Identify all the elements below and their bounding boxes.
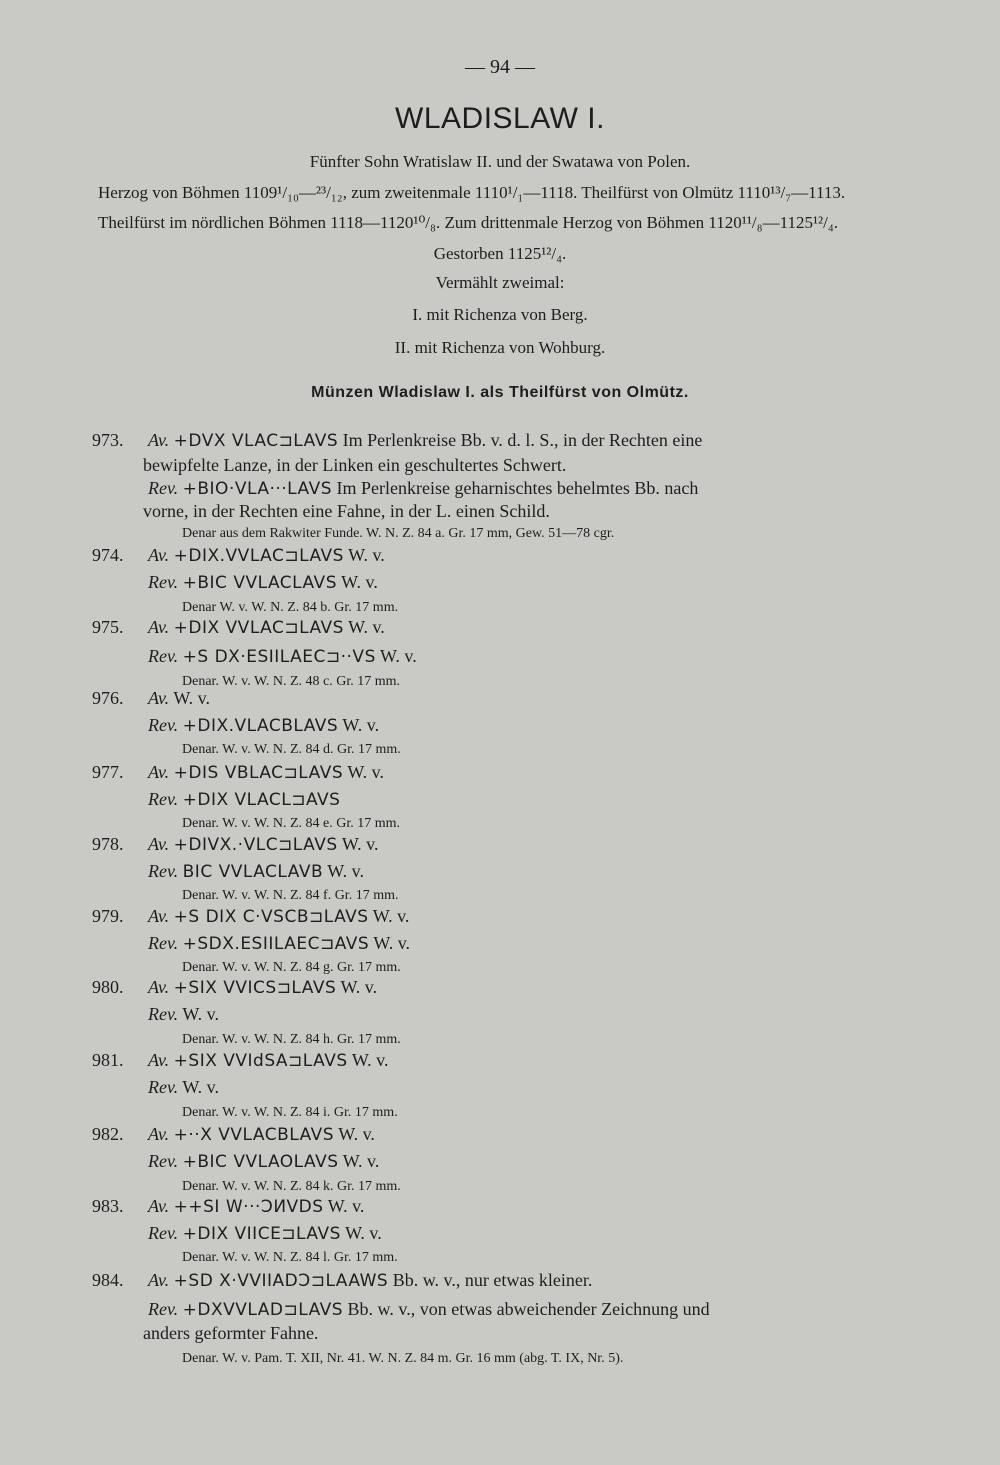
obverse-description: W. v. xyxy=(173,688,211,708)
reverse-description: Bb. w. v., von etwas abweichender Zeichnung und xyxy=(347,1299,710,1319)
reference-line xyxy=(182,887,398,904)
reverse-label: Rev. xyxy=(148,715,179,735)
obverse-description: W. v. xyxy=(348,617,385,637)
entry-number: 983. xyxy=(92,1196,124,1216)
reference-note: Denar. W. v. W. N. Z. 84 k. Gr. 17 mm. xyxy=(182,1179,401,1194)
intro-line-2: Herzog von Böhmen 1109¹/₁₀—²³/₁₂, zum zweitenmale 1110¹/₁—1118. Theilfürst von Olmütz 1110¹³/₇—1113. xyxy=(98,183,846,202)
reverse-line xyxy=(148,572,378,593)
obverse-legend: +S DIX C·VSCB⊐LAVS xyxy=(173,907,369,927)
obverse-legend: +SIX VVIdSA⊐LAVS xyxy=(173,1051,348,1071)
obverse-legend: +DIX VVLAC⊐LAVS xyxy=(173,618,344,638)
intro-line-6: I. mit Richenza von Berg. xyxy=(412,305,588,324)
reverse-line-cont xyxy=(143,1323,318,1344)
reference-note: Denar. W. v. W. N. Z. 84 h. Gr. 17 mm. xyxy=(182,1032,401,1047)
reference-note: Denar. W. v. W. N. Z. 84 e. Gr. 17 mm. xyxy=(182,816,401,831)
reverse-description: W. v. xyxy=(327,861,364,881)
reference-note: Denar. W. v. W. N. Z. 84 i. Gr. 17 mm. xyxy=(182,1105,398,1120)
obverse-description-cont: bewipfelte Lanze, in der Linken ein geschultertes Schwert. xyxy=(143,455,567,475)
reverse-line xyxy=(148,933,410,954)
obverse-legend: +DIX.VVLAC⊐LAVS xyxy=(173,546,344,566)
reference-note: Denar. W. v. W. N. Z. 84 d. Gr. 17 mm. xyxy=(182,742,401,757)
reverse-legend: +DIX.VLACBLAVS xyxy=(182,716,339,736)
entry-number: 982. xyxy=(92,1124,124,1144)
reverse-line xyxy=(148,1077,219,1098)
obverse-label: Av. xyxy=(148,1270,170,1290)
entry-number: 975. xyxy=(92,617,124,637)
reverse-label: Rev. xyxy=(148,933,179,953)
reverse-label: Rev. xyxy=(148,572,179,592)
reverse-legend: +BIC VVLAOLAVS xyxy=(182,1152,339,1172)
obverse-label: Av. xyxy=(148,688,170,708)
obverse-line xyxy=(148,977,377,998)
obverse-description: W. v. xyxy=(372,906,410,926)
reference-line xyxy=(182,959,401,976)
obverse-label: Av. xyxy=(148,977,170,997)
obverse-label: Av. xyxy=(148,545,170,565)
reverse-legend: BIC VVLACLAVB xyxy=(182,862,324,882)
intro-line-1: Fünfter Sohn Wratislaw II. und der Swatawa von Polen. xyxy=(309,152,691,171)
reference-note: Denar. W. v. W. N. Z. 84 l. Gr. 17 mm. xyxy=(182,1250,398,1265)
obverse-line xyxy=(148,1050,388,1071)
reverse-description: W. v. xyxy=(373,933,411,953)
obverse-label: Av. xyxy=(148,1050,170,1070)
reverse-legend: +S DX·ESIILAEC⊐··VS xyxy=(182,647,376,667)
obverse-description: W. v. xyxy=(347,762,384,782)
reference-note: Denar. W. v. W. N. Z. 84 f. Gr. 17 mm. xyxy=(182,888,399,903)
obverse-legend: +··X VVLACBLAVS xyxy=(173,1125,335,1145)
reverse-line xyxy=(148,861,364,882)
reverse-label: Rev. xyxy=(148,1223,179,1243)
entry-number: 977. xyxy=(92,762,124,782)
obverse-description: W. v. xyxy=(340,977,378,997)
intro-line-7: II. mit Richenza von Wohburg. xyxy=(394,338,606,357)
entry-number: 984. xyxy=(92,1270,124,1290)
page-title: WLADISLAW I. xyxy=(395,102,605,135)
reference-line xyxy=(182,1104,398,1121)
reverse-description-cont: anders geformter Fahne. xyxy=(143,1323,319,1343)
obverse-label: Av. xyxy=(148,1196,170,1216)
obverse-line xyxy=(148,430,702,451)
obverse-legend: +SD X·VVIIADƆ⊐LAAWS xyxy=(173,1271,389,1291)
reverse-description: W. v. xyxy=(342,1151,380,1171)
reverse-label: Rev. xyxy=(148,478,179,498)
entry-number: 976. xyxy=(92,688,124,708)
page-number: — 94 — xyxy=(465,56,535,78)
obverse-description: W. v. xyxy=(338,1124,375,1144)
reference-line xyxy=(182,1249,398,1266)
reverse-description: W. v. xyxy=(345,1223,382,1243)
obverse-legend: +DIVX.·VLC⊐LAVS xyxy=(173,835,338,855)
reference-note: Denar. W. v. Pam. T. XII, Nr. 41. W. N. Z. 84 m. Gr. 16 mm (abg. T. IX, Nr. 5). xyxy=(182,1351,624,1366)
reverse-line xyxy=(148,1004,219,1025)
reverse-description: W. v. xyxy=(182,1004,219,1024)
reference-note: Denar W. v. W. N. Z. 84 b. Gr. 17 mm. xyxy=(182,600,399,615)
obverse-description: W. v. xyxy=(351,1050,389,1070)
entry-number: 979. xyxy=(92,906,124,926)
entry-number: 980. xyxy=(92,977,124,997)
obverse-description: W. v. xyxy=(348,545,385,565)
obverse-description: Bb. w. v., nur etwas kleiner. xyxy=(392,1270,593,1290)
obverse-line xyxy=(148,1270,592,1291)
reverse-legend: +BIC VVLACLAVS xyxy=(182,573,337,593)
reverse-line xyxy=(148,1223,382,1244)
obverse-legend: +DVX VLAC⊐LAVS xyxy=(173,431,339,451)
obverse-line xyxy=(148,1196,364,1217)
obverse-legend: +DIS VBLAC⊐LAVS xyxy=(173,763,344,783)
reverse-label: Rev. xyxy=(148,789,179,809)
reference-line xyxy=(182,525,614,542)
reference-note: Denar. W. v. W. N. Z. 48 c. Gr. 17 mm. xyxy=(182,674,401,689)
obverse-description: Im Perlenkreise Bb. v. d. l. S., in der Rechten eine xyxy=(342,430,703,450)
obverse-label: Av. xyxy=(148,1124,170,1144)
reverse-description-cont: vorne, in der Rechten eine Fahne, in der L. einen Schild. xyxy=(143,501,550,521)
entry-number: 981. xyxy=(92,1050,124,1070)
reverse-line xyxy=(148,715,379,736)
reference-line xyxy=(182,673,400,690)
reverse-description: Im Perlenkreise geharnischtes behelmtes Bb. nach xyxy=(336,478,699,498)
reference-line xyxy=(182,599,398,616)
reverse-label: Rev. xyxy=(148,1151,179,1171)
reverse-label: Rev. xyxy=(148,1299,179,1319)
reverse-label: Rev. xyxy=(148,1004,179,1024)
reference-line xyxy=(182,1031,401,1048)
obverse-description: W. v. xyxy=(327,1196,365,1216)
reverse-description: W. v. xyxy=(182,1077,219,1097)
reverse-legend: +DIX VIICE⊐LAVS xyxy=(182,1224,341,1244)
obverse-legend: +SIX VVICS⊐LAVS xyxy=(173,978,337,998)
entry-number: 973. xyxy=(92,430,124,450)
reference-note: Denar aus dem Rakwiter Funde. W. N. Z. 84 a. Gr. 17 mm, Gew. 51—78 cgr. xyxy=(182,526,615,541)
reverse-description: W. v. xyxy=(341,572,378,592)
reverse-label: Rev. xyxy=(148,1077,179,1097)
reference-line xyxy=(182,1178,401,1195)
reverse-description: W. v. xyxy=(342,715,380,735)
reverse-line xyxy=(148,646,417,667)
obverse-label: Av. xyxy=(148,762,170,782)
obverse-line xyxy=(148,834,379,855)
obverse-description: W. v. xyxy=(341,834,379,854)
entry-number: 974. xyxy=(92,545,124,565)
obverse-line xyxy=(148,906,409,927)
reverse-line xyxy=(148,789,340,810)
obverse-line xyxy=(148,688,210,709)
obverse-label: Av. xyxy=(148,617,170,637)
reverse-label: Rev. xyxy=(148,646,179,666)
reverse-legend: +SDX.ESIILAEC⊐AVS xyxy=(182,934,370,954)
reverse-legend: +DIX VLACL⊐AVS xyxy=(182,790,341,810)
intro-line-4: Gestorben 1125¹²/₄. xyxy=(433,244,567,263)
reverse-line xyxy=(148,1151,379,1172)
reverse-line-cont xyxy=(143,501,550,522)
obverse-line xyxy=(148,545,385,566)
obverse-line xyxy=(148,762,384,783)
entry-number: 978. xyxy=(92,834,124,854)
obverse-line xyxy=(148,617,385,638)
obverse-line xyxy=(148,1124,375,1145)
obverse-label: Av. xyxy=(148,834,170,854)
reverse-legend: +DXVVLAD⊐LAVS xyxy=(182,1300,344,1320)
intro-line-3: Theilfürst im nördlichen Böhmen 1118—1120¹⁰/₈. Zum drittenmale Herzog von Böhmen 1120¹¹/₈—1125¹²/₄. xyxy=(98,213,839,232)
obverse-label: Av. xyxy=(148,430,170,450)
reverse-legend: +BIO·VLA···LAVS xyxy=(182,479,333,499)
obverse-legend: ++SI W···ƆИVDS xyxy=(173,1197,324,1217)
reverse-description: W. v. xyxy=(380,646,417,666)
section-heading: Münzen Wladislaw I. als Theilfürst von Olmütz. xyxy=(311,384,689,401)
reference-line xyxy=(182,1350,623,1367)
obverse-line-cont xyxy=(143,455,566,476)
reverse-line xyxy=(148,478,698,499)
reference-note: Denar. W. v. W. N. Z. 84 g. Gr. 17 mm. xyxy=(182,960,401,975)
intro-line-5: Vermählt zweimal: xyxy=(435,273,565,292)
reverse-label: Rev. xyxy=(148,861,179,881)
reverse-line xyxy=(148,1299,710,1320)
reference-line xyxy=(182,815,400,832)
obverse-label: Av. xyxy=(148,906,170,926)
reference-line xyxy=(182,741,401,758)
